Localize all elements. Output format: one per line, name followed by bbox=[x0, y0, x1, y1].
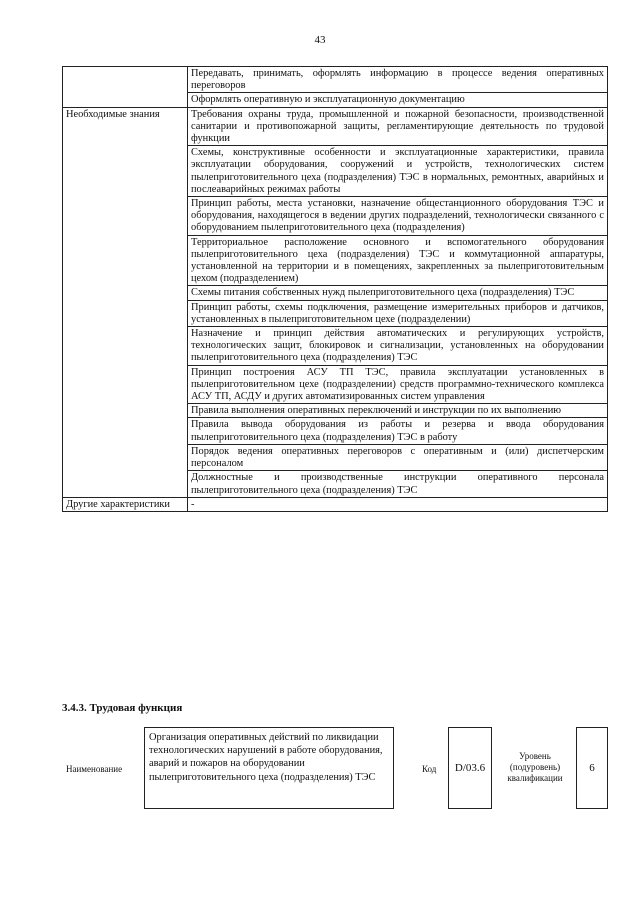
qualification-level-value: 6 bbox=[576, 727, 608, 809]
row-item: Должностные и производственные инструкции оперативного персонала пылеприготовительного цеха (подразделения) ТЭС bbox=[188, 471, 608, 497]
row-item: Территориальное расположение основного и вспомогательного оборудования пылеприготовительного цеха (подразделения) ТЭС и коммутационной аппаратуры, установленной на территории и в помещениях, закрепленных за пылеприготовительным цехом (подразделением) bbox=[188, 235, 608, 286]
function-code-label: Код bbox=[422, 764, 437, 774]
row-item: Принцип работы, схемы подключения, размещение измерительных приборов и датчиков, установленных в пылеприготовительном цехе (подразделении) bbox=[188, 300, 608, 326]
section-title: 3.4.3. Трудовая функция bbox=[62, 702, 183, 714]
row-item: Оформлять оперативную и эксплуатационную документацию bbox=[188, 93, 608, 107]
row-item: Назначение и принцип действия автоматических и регулирующих устройств, технологических защит, блокировок и сигнализации, установленных на оборудовании пылеприготовительного цеха (подразделения) ТЭС bbox=[188, 327, 608, 366]
row-label: Другие характеристики bbox=[63, 497, 188, 511]
page-number: 43 bbox=[314, 34, 326, 46]
row-label: Необходимые знания bbox=[63, 107, 188, 497]
row-label bbox=[63, 67, 188, 108]
row-item: Принцип работы, места установки, назначение общестанционного оборудования ТЭС и оборудования, находящегося в ведении других подразделений, технологически связанного с оборудованием пылеприготовительного цеха (подразделения) bbox=[188, 197, 608, 236]
row-item: Принцип построения АСУ ТП ТЭС, правила эксплуатации установленных в пылеприготовительном цехе (подразделении) средств программно-технического комплекса АСУ ТП, АСДУ и других автоматизированных систем управления bbox=[188, 365, 608, 404]
row-item: Схемы питания собственных нужд пылеприготовительного цеха (подразделения) ТЭС bbox=[188, 286, 608, 300]
row-item: Требования охраны труда, промышленной и пожарной безопасности, производственной санитарии и противопожарной защиты, регламентирующие деятельность по трудовой функции bbox=[188, 107, 608, 146]
row-item: Правила вывода оборудования из работы и резерва и ввода оборудования пылеприготовительного цеха (подразделения) ТЭС в работу bbox=[188, 418, 608, 444]
row-item: Схемы, конструктивные особенности и эксплуатационные характеристики, правила эксплуатации оборудования, сооружений и устройств, технологических систем пылеприготовительного цеха (подразделения) ТЭС в нормальных, ремонтных, аварийных и послеаварийных режимах работы bbox=[188, 146, 608, 197]
function-code-value: D/03.6 bbox=[448, 727, 492, 809]
table-row bbox=[63, 497, 608, 511]
function-name-value: Организация оперативных действий по ликвидации технологических нарушений в работе оборудования, аварий и пожаров на оборудовании пылеприготовительного цеха (подразделения) ТЭС bbox=[144, 727, 394, 809]
table-row bbox=[63, 67, 608, 93]
row-item: Правила выполнения оперативных переключений и инструкции по их выполнению bbox=[188, 404, 608, 418]
row-item: Порядок ведения оперативных переговоров с оперативным и (или) диспетчерским персоналом bbox=[188, 444, 608, 470]
row-item: - bbox=[188, 497, 608, 511]
function-name-label: Наименование bbox=[66, 764, 123, 774]
requirements-table-body bbox=[63, 67, 608, 512]
qualification-level-label: Уровень (подуровень) квалификации bbox=[507, 751, 563, 783]
requirements-table bbox=[62, 66, 608, 512]
table-row bbox=[63, 107, 608, 146]
row-item: Передавать, принимать, оформлять информацию в процессе ведения оперативных переговоров bbox=[188, 67, 608, 93]
